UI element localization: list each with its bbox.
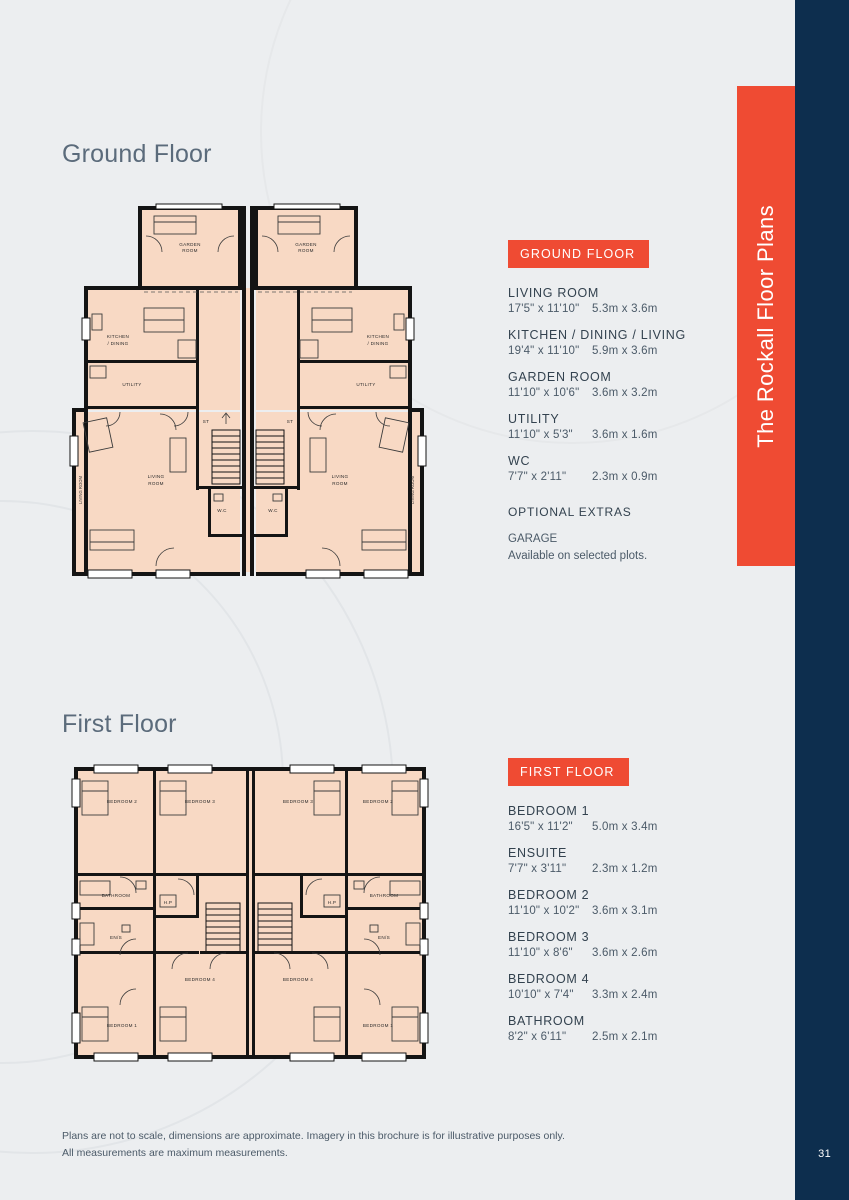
- room-dims-imperial: 7'7" x 3'11": [508, 863, 567, 875]
- svg-text:ROOM: ROOM: [182, 248, 198, 253]
- page-number: 31: [818, 1148, 831, 1160]
- room-dims-metric: 3.6m x 3.2m: [592, 387, 658, 399]
- svg-text:ROOM: ROOM: [148, 481, 164, 486]
- room-name: BEDROOM 3: [508, 930, 590, 944]
- svg-text:W.C: W.C: [268, 508, 278, 513]
- svg-text:ST: ST: [286, 419, 294, 424]
- svg-text:LIVING ROOM: LIVING ROOM: [78, 476, 83, 504]
- ground-floor-badge: GROUND FLOOR: [508, 240, 649, 268]
- room-dims-metric: 5.9m x 3.6m: [592, 345, 658, 357]
- svg-text:H.P: H.P: [327, 900, 337, 905]
- svg-text:H.P: H.P: [163, 900, 173, 905]
- room-dims: [508, 471, 758, 483]
- spec-row: [508, 1014, 758, 1043]
- svg-text:/ DINING: / DINING: [367, 341, 389, 346]
- footer-disclaimer: [62, 1128, 682, 1162]
- ground-floor-plan: [60, 190, 440, 600]
- room-dims: [508, 1031, 758, 1043]
- svg-text:GARDEN: GARDEN: [295, 242, 317, 247]
- room-dims: [508, 345, 758, 357]
- svg-text:BEDROOM 4: BEDROOM 4: [184, 977, 216, 982]
- svg-text:BEDROOM 1: BEDROOM 1: [106, 1023, 138, 1028]
- svg-text:BATHROOM: BATHROOM: [369, 893, 399, 898]
- room-dims-imperial: 11'10" x 10'6": [508, 387, 580, 399]
- room-dims-imperial: 17'5" x 11'10": [508, 303, 580, 315]
- spec-row: [508, 972, 758, 1001]
- svg-text:BEDROOM 1: BEDROOM 1: [362, 1023, 394, 1028]
- room-dims-metric: 3.6m x 1.6m: [592, 429, 658, 441]
- room-name: BATHROOM: [508, 1014, 585, 1028]
- room-dims-metric: 5.3m x 3.6m: [592, 303, 658, 315]
- spec-row: [508, 370, 758, 399]
- svg-text:GARDEN: GARDEN: [179, 242, 201, 247]
- room-dims-imperial: 8'2" x 6'11": [508, 1031, 567, 1043]
- svg-text:ST: ST: [202, 419, 210, 424]
- svg-text:KITCHEN: KITCHEN: [366, 334, 390, 339]
- first-floor-heading: First Floor: [62, 710, 177, 738]
- room-dims: [508, 947, 758, 959]
- svg-text:UTILITY: UTILITY: [356, 382, 376, 387]
- page-edge-bar: [795, 0, 849, 1200]
- room-name: BEDROOM 2: [508, 888, 590, 902]
- room-dims: [508, 905, 758, 917]
- first-floor-plan: [60, 755, 440, 1075]
- room-dims-imperial: 10'10" x 7'4": [508, 989, 574, 1001]
- room-dims-metric: 5.0m x 3.4m: [592, 821, 658, 833]
- room-dims-metric: 2.5m x 2.1m: [592, 1031, 658, 1043]
- side-tab-label: The Rockall Floor Plans: [753, 204, 778, 448]
- room-dims: [508, 989, 758, 1001]
- svg-text:EN/S: EN/S: [110, 935, 122, 940]
- footer-line-1: Plans are not to scale, dimensions are approximate. Imagery in this brochure is for illustrative purposes only.: [62, 1130, 565, 1143]
- room-dims-metric: 3.3m x 2.4m: [592, 989, 658, 1001]
- svg-text:BEDROOM 2: BEDROOM 2: [106, 799, 138, 804]
- svg-text:ROOM: ROOM: [332, 481, 348, 486]
- room-dims: [508, 863, 758, 875]
- spec-row: [508, 804, 758, 833]
- svg-text:BEDROOM 3: BEDROOM 3: [184, 799, 216, 804]
- room-dims: [508, 429, 758, 441]
- room-name: UTILITY: [508, 412, 560, 426]
- room-name: LIVING ROOM: [508, 286, 600, 300]
- room-dims-imperial: 7'7" x 2'11": [508, 471, 567, 483]
- room-dims-imperial: 16'5" x 11'2": [508, 821, 573, 833]
- spec-row: [508, 846, 758, 875]
- svg-text:LIVING: LIVING: [147, 474, 165, 479]
- svg-text:ROOM: ROOM: [298, 248, 314, 253]
- room-name: KITCHEN / DINING / LIVING: [508, 328, 686, 342]
- svg-text:BEDROOM 2: BEDROOM 2: [362, 799, 394, 804]
- spec-row: [508, 930, 758, 959]
- footer-line-2: All measurements are maximum measurements.: [62, 1147, 288, 1160]
- room-name: GARDEN ROOM: [508, 370, 612, 384]
- svg-text:LIVING: LIVING: [331, 474, 349, 479]
- optional-extras-block: [508, 505, 758, 564]
- ground-floor-heading: Ground Floor: [62, 140, 212, 168]
- room-dims-imperial: 11'10" x 10'2": [508, 905, 580, 917]
- room-dims: [508, 821, 758, 833]
- room-dims-metric: 2.3m x 0.9m: [592, 471, 658, 483]
- optional-extras-title: GARAGE: [508, 533, 558, 545]
- svg-text:BATHROOM: BATHROOM: [101, 893, 131, 898]
- room-name: ENSUITE: [508, 846, 568, 860]
- optional-extras-label: OPTIONAL EXTRAS: [508, 505, 632, 519]
- room-dims-imperial: 19'4" x 11'10": [508, 345, 580, 357]
- room-name: BEDROOM 1: [508, 804, 590, 818]
- svg-text:BEDROOM 4: BEDROOM 4: [282, 977, 314, 982]
- room-dims-metric: 2.3m x 1.2m: [592, 863, 658, 875]
- spec-row: [508, 328, 758, 357]
- spec-row: [508, 286, 758, 315]
- first-floor-spec-panel: [508, 758, 758, 1056]
- svg-text:UTILITY: UTILITY: [122, 382, 142, 387]
- svg-text:KITCHEN: KITCHEN: [106, 334, 130, 339]
- svg-text:LIVING ROOM: LIVING ROOM: [410, 476, 415, 504]
- room-dims-imperial: 11'10" x 8'6": [508, 947, 573, 959]
- svg-text:BEDROOM 3: BEDROOM 3: [282, 799, 314, 804]
- svg-text:W.C: W.C: [217, 508, 227, 513]
- spec-row: [508, 888, 758, 917]
- room-dims: [508, 303, 758, 315]
- room-dims-metric: 3.6m x 2.6m: [592, 947, 658, 959]
- spec-row: [508, 454, 758, 483]
- room-name: WC: [508, 454, 531, 468]
- room-dims-imperial: 11'10" x 5'3": [508, 429, 573, 441]
- room-dims-metric: 3.6m x 3.1m: [592, 905, 658, 917]
- room-name: BEDROOM 4: [508, 972, 590, 986]
- svg-text:EN/S: EN/S: [378, 935, 390, 940]
- optional-extras-note: Available on selected plots.: [508, 549, 648, 562]
- ground-floor-spec-panel: [508, 240, 758, 564]
- room-dims: [508, 387, 758, 399]
- spec-row: [508, 412, 758, 441]
- first-floor-badge: FIRST FLOOR: [508, 758, 629, 786]
- svg-text:/ DINING: / DINING: [107, 341, 129, 346]
